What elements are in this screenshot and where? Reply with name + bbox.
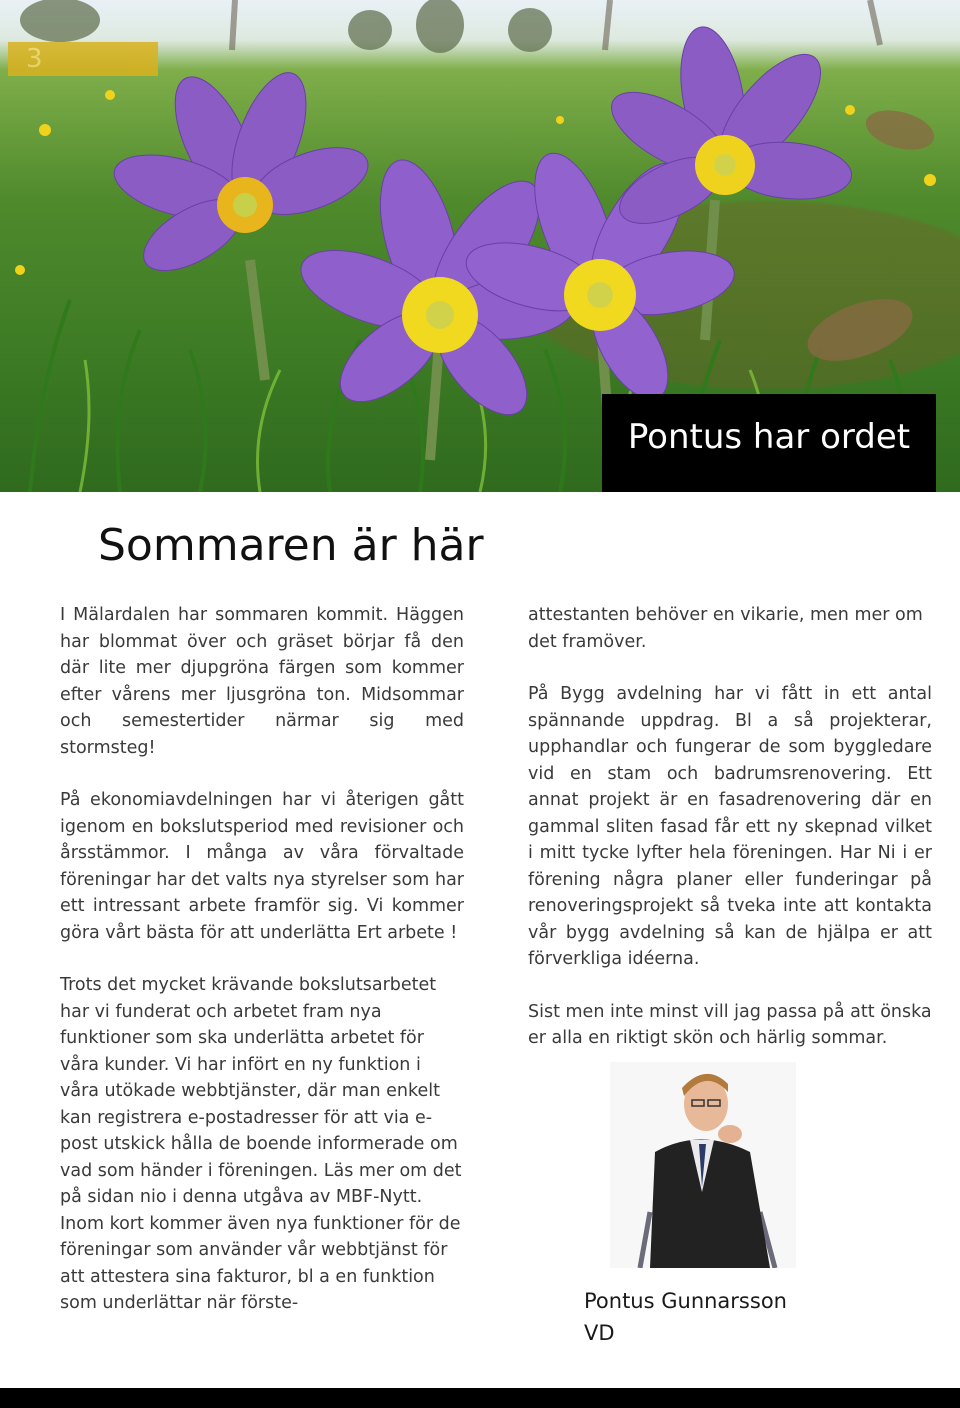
article-column-left xyxy=(60,602,464,1343)
paragraph: På Bygg avdelning har vi fått in ett antal spännande uppdrag. Bl a så projekterar, upphandlar och fungerar de som byggledare vid en stam och badrumsrenovering. Ett annat projekt är en fasadrenovering där en gammal sliten fasad får ett ny skepnad vilket i mitt tycke lyfter hela föreningen. Har Ni i er förening några planer eller funderingar på renoveringsprojekt så tveka inte att kontakta vår bygg avdelning så kan de hjälpa er att förverkliga idéerna. xyxy=(528,684,932,969)
article-column-right xyxy=(528,602,932,1078)
paragraph: Trots det mycket krävande bokslutsarbetet har vi funderat och arbetet fram nya funktioner som ska underlätta arbetet för våra kunder. Vi har infört en ny funktion i våra utökade webbtjänster, där man enkelt kan registrera e-postadresser för att via e-post utskick hålla de boende informerade om vad som händer i föreningen. Läs mer om det på sidan nio i denna utgåva av MBF-Nytt. Inom kort kommer även nya funktioner för de föreningar som använder vår webbtjänst för att attestera sina fakturor, bl a en funktion som underlättar när förste- xyxy=(60,975,462,1313)
footer-bar xyxy=(0,1388,960,1408)
signature-name: Pontus Gunnarsson xyxy=(584,1289,787,1313)
person-illustration xyxy=(610,1062,796,1268)
paragraph: Sist men inte minst vill jag passa på att önska er alla en riktigt skön och härlig sommar. xyxy=(528,1001,932,1048)
signature-block xyxy=(584,1285,787,1349)
section-banner: Pontus har ordet xyxy=(602,394,936,492)
signature-title: VD xyxy=(584,1321,615,1345)
page-number: 3 xyxy=(8,42,158,76)
paragraph: attestanten behöver en vikarie, men mer om det framöver. xyxy=(528,605,923,652)
hero-photo-pasque-flowers xyxy=(0,0,960,492)
paragraph: På ekonomiavdelningen har vi återigen gått igenom en bokslutsperiod med revisioner och årsstämmor. I många av våra förvaltade föreningar har det valts nya styrelser som har ett intressant arbete framför sig. Vi kommer göra vårt bästa för att underlätta Ert arbete ! xyxy=(60,790,464,943)
portrait-photo xyxy=(610,1062,796,1268)
paragraph: I Mälardalen har sommaren kommit. Häggen har blommat över och gräset börjar få den där lite mer djupgröna färgen som kommer efter vårens mer ljusgröna ton. Midsommar och semestertider närmar sig med stormsteg! xyxy=(60,605,464,758)
page-title: Sommaren är här xyxy=(98,520,484,571)
